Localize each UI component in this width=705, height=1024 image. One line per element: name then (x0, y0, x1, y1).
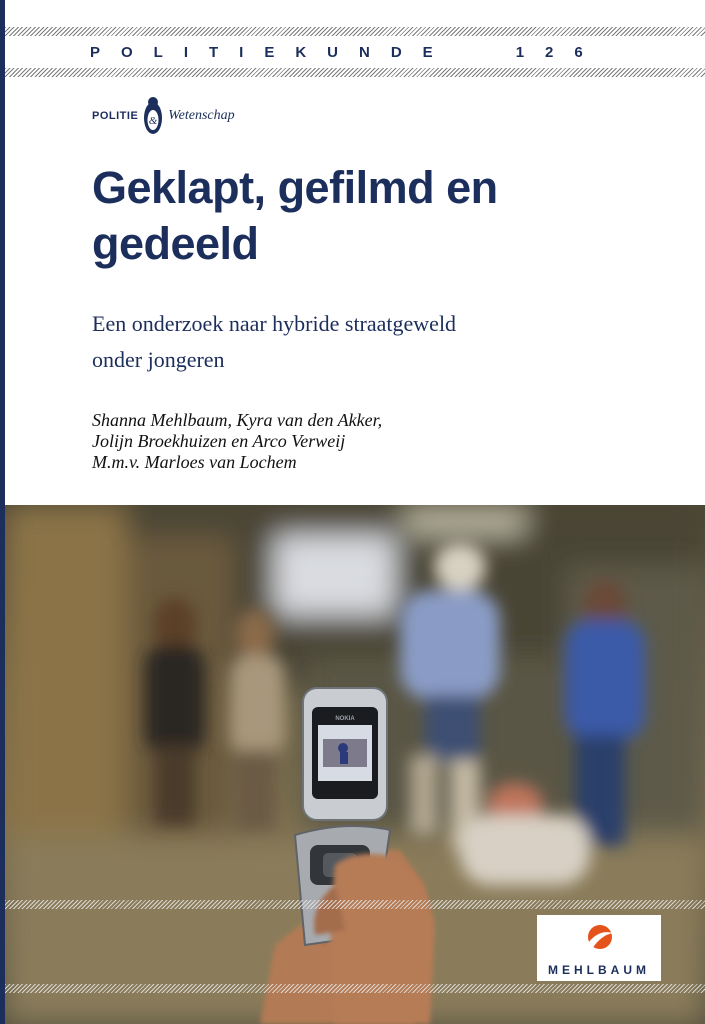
subtitle-line: onder jongeren (92, 347, 225, 372)
swoosh-logo-icon (583, 921, 617, 955)
logo-emblem-text: & (149, 115, 158, 127)
series-line (90, 39, 610, 65)
author-line: Jolijn Broekhuizen en Arco Verweij (92, 431, 346, 451)
series-number: 126 (515, 43, 604, 61)
book-subtitle (92, 306, 652, 378)
author-line: Shanna Mehlbaum, Kyra van den Akker, (92, 410, 383, 430)
book-title: Geklapt, gefilmd en gedeeld (92, 162, 498, 269)
politie-wetenschap-logo (92, 96, 235, 136)
series-name: POLITIEKUNDE (90, 43, 454, 61)
author-list (92, 410, 652, 473)
hatch-rule-second (5, 68, 705, 77)
penguin-ampersand-icon (142, 96, 164, 136)
logo-wetenschap-text: Wetenschap (168, 108, 235, 123)
publisher-logo-box (537, 915, 661, 981)
hatch-rule-photo-upper (5, 900, 705, 909)
logo-politie-text: POLITIE (92, 110, 139, 122)
author-line: M.m.v. Marloes van Lochem (92, 452, 297, 472)
publisher-name: MEHLBAUM (548, 963, 650, 977)
subtitle-line: Een onderzoek naar hybride straatgeweld (92, 311, 457, 336)
phone-brand-label: NOKIA (335, 716, 355, 722)
hatch-rule-photo-lower (5, 984, 705, 993)
hatch-rule-top (5, 27, 705, 36)
